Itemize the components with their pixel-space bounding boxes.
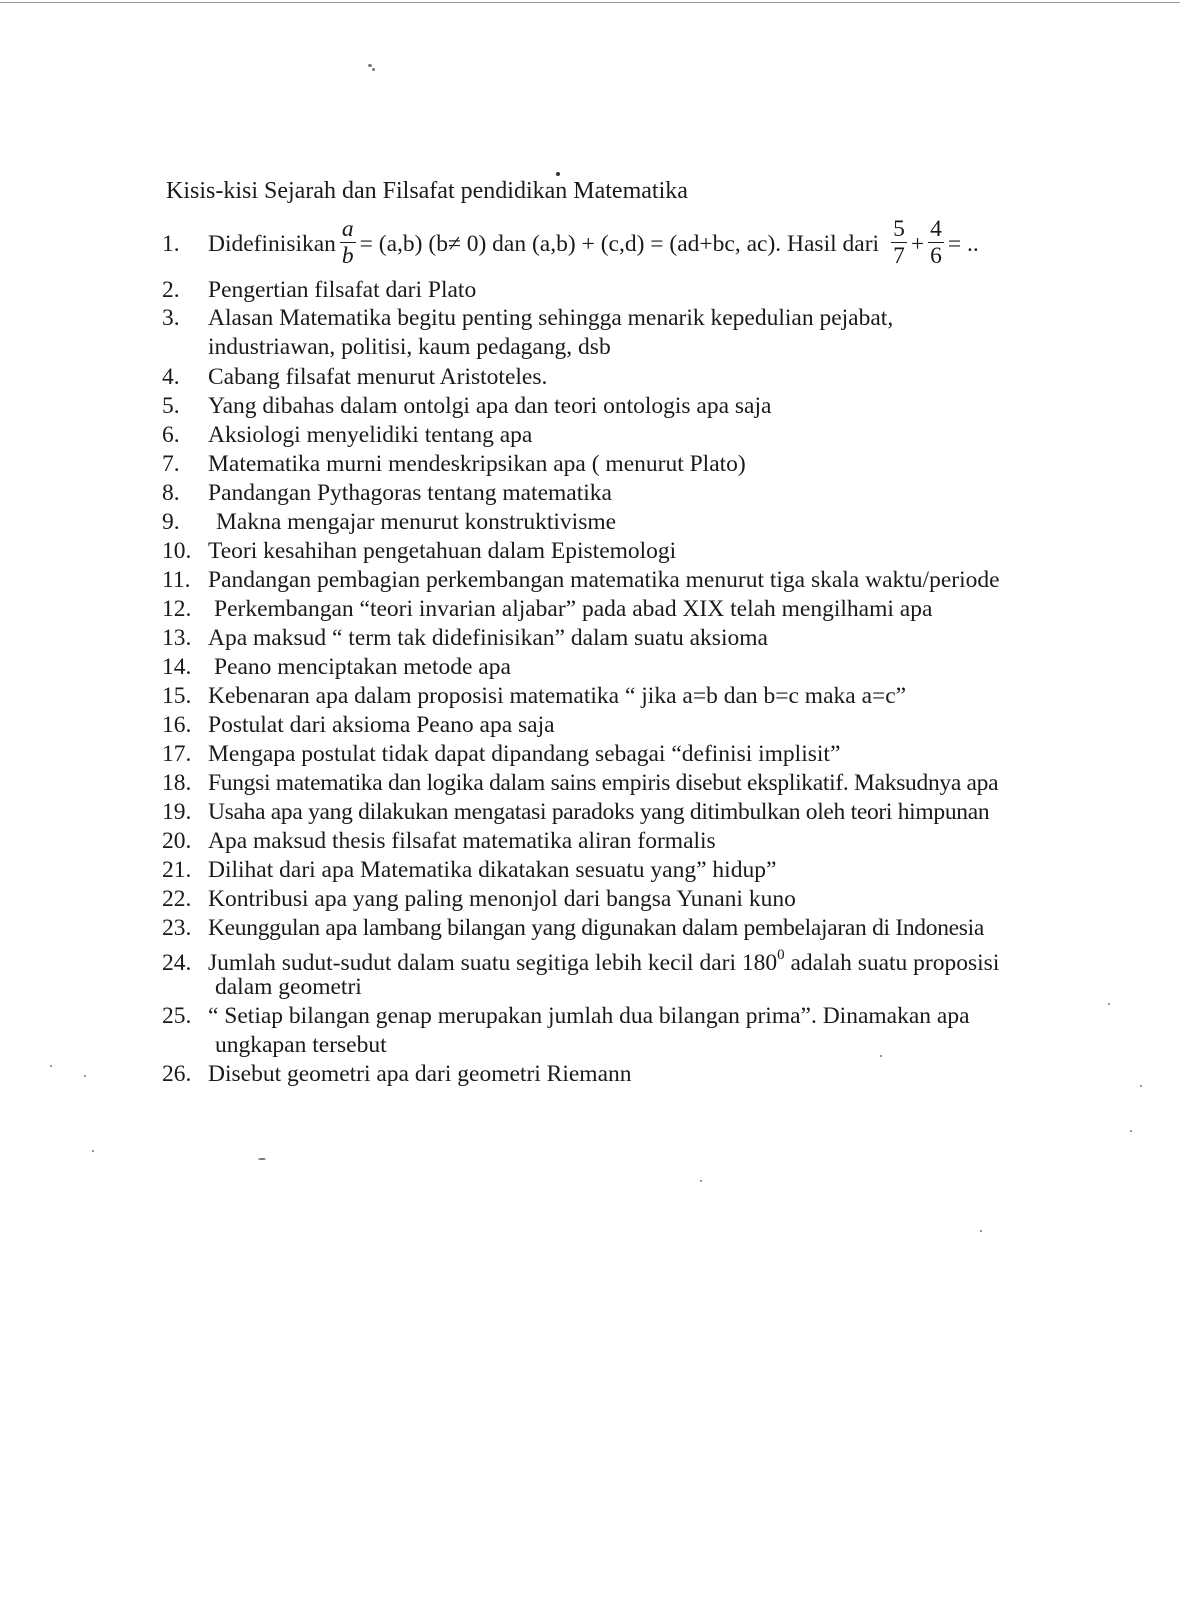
question-17: [162, 740, 840, 768]
question-number: 16.: [162, 712, 192, 738]
question-19: [162, 798, 989, 826]
question-text: “ Setiap bilangan genap merupakan jumlah dua bilangan prima”. Dinamakan apa: [208, 1003, 970, 1029]
question-text: = ..: [947, 230, 979, 257]
question-number: 17.: [162, 741, 192, 767]
question-5: [162, 392, 771, 420]
question-number: 11.: [162, 567, 191, 593]
fraction-denominator: 7: [893, 242, 905, 269]
question-text: Mengapa postulat tidak dapat dipandang sebagai “definisi implisit”: [208, 741, 841, 767]
question-text: Makna mengajar menurut konstruktivisme: [216, 509, 617, 535]
question-text: = (a,b) (b≠ 0) dan (a,b) + (c,d) = (ad+bc, ac). Hasil dari: [359, 230, 880, 257]
question-14: [162, 653, 511, 681]
question-number: 19.: [162, 799, 192, 825]
fraction-denominator: 6: [930, 242, 942, 269]
question-text: Jumlah sudut-sudut dalam suatu segitiga lebih kecil dari 180: [208, 949, 778, 976]
fraction-numerator: a: [341, 215, 354, 242]
question-number: 26.: [162, 1061, 192, 1087]
fraction-5-over-7: [891, 216, 907, 269]
question-number: 24.: [162, 949, 192, 976]
question-number: 6.: [162, 422, 180, 448]
question-13: [162, 624, 768, 652]
question-number: 23.: [162, 915, 192, 941]
question-12: [162, 595, 932, 623]
scan-speck: [50, 1065, 52, 1067]
question-text: Pengertian filsafat dari Plato: [208, 277, 477, 303]
question-number: 18.: [162, 770, 192, 796]
question-text: Perkembangan “teori invarian aljabar” pada abad XIX telah mengilhami apa: [214, 596, 933, 622]
question-number: 8.: [162, 480, 180, 506]
question-number: 15.: [162, 683, 192, 709]
question-number: 14.: [162, 654, 192, 680]
question-11: [162, 566, 1000, 594]
question-15: [162, 682, 906, 710]
question-21: [162, 856, 776, 884]
scan-speck: [880, 1055, 882, 1057]
question-number: 13.: [162, 625, 192, 651]
fraction-numerator: 5: [893, 215, 905, 242]
scan-speck: [980, 1230, 982, 1232]
fraction-a-over-b: [340, 216, 356, 269]
question-18: [162, 769, 998, 797]
question-number: 20.: [162, 828, 192, 854]
question-2: [162, 276, 476, 304]
question-number: 21.: [162, 857, 192, 883]
fraction-numerator: 4: [930, 215, 942, 242]
question-6: [162, 421, 532, 449]
question-text: Dilihat dari apa Matematika dikatakan sesuatu yang” hidup”: [208, 857, 777, 883]
question-24-continuation: dalam geometri: [215, 974, 362, 1000]
question-text: Teori kesahihan pengetahuan dalam Epistemologi: [208, 538, 677, 564]
question-number: 25.: [162, 1003, 192, 1029]
scan-speck: [258, 1158, 266, 1160]
scan-speck: [372, 68, 375, 71]
plus-sign: +: [910, 230, 925, 257]
scan-speck: [1140, 1085, 1142, 1087]
question-number: 4.: [162, 364, 180, 390]
question-number: 22.: [162, 886, 192, 912]
degree-superscript: 0: [777, 947, 785, 963]
question-text: Didefinisikan: [208, 230, 336, 257]
question-10: [162, 537, 676, 565]
question-text: Pandangan pembagian perkembangan matematika menurut tiga skala waktu/periode: [208, 567, 1000, 593]
question-25: [162, 1002, 970, 1030]
question-number: 3.: [162, 305, 180, 331]
question-number: 10.: [162, 538, 192, 564]
question-text: Matematika murni mendeskripsikan apa ( menurut Plato): [208, 451, 746, 477]
question-text: Pandangan Pythagoras tentang matematika: [208, 480, 612, 506]
question-4: [162, 363, 547, 391]
question-text: Fungsi matematika dan logika dalam sains empiris disebut eksplikatif. Maksudnya apa: [208, 770, 999, 796]
question-8: [162, 479, 612, 507]
question-text: Aksiologi menyelidiki tentang apa: [208, 422, 533, 448]
question-20: [162, 827, 716, 855]
question-3: [162, 304, 893, 332]
question-text: Cabang filsafat menurut Aristoteles.: [208, 364, 548, 390]
question-9: [162, 508, 616, 536]
question-text: Apa maksud “ term tak didefinisikan” dalam suatu aksioma: [208, 625, 768, 651]
question-text: Apa maksud thesis filsafat matematika aliran formalis: [208, 828, 716, 854]
question-text: Disebut geometri apa dari geometri Riemann: [208, 1061, 632, 1087]
scan-speck: [92, 1150, 94, 1152]
question-number: 9.: [162, 509, 180, 535]
scan-speck: [700, 1180, 702, 1182]
question-7: [162, 450, 746, 478]
scan-speck: [84, 1075, 86, 1077]
question-text: Postulat dari aksioma Peano apa saja: [208, 712, 555, 738]
question-22: [162, 885, 796, 913]
fraction-denominator: b: [341, 242, 354, 269]
question-16: [162, 711, 555, 739]
question-23: [162, 914, 984, 942]
question-24: [162, 943, 999, 977]
question-number: 1.: [162, 230, 180, 257]
question-text-tail: adalah suatu proposisi: [784, 949, 1000, 976]
question-text: Keunggulan apa lambang bilangan yang digunakan dalam pembelajaran di Indonesia: [208, 915, 984, 941]
question-number: 7.: [162, 451, 180, 477]
question-3-continuation: industriawan, politisi, kaum pedagang, dsb: [208, 334, 611, 360]
page-title: Kisis-kisi Sejarah dan Filsafat pendidikan Matematika: [166, 178, 688, 204]
scan-speck: [1130, 1130, 1132, 1132]
fraction-4-over-6: [928, 216, 944, 269]
scan-speck: [368, 64, 372, 67]
question-text: Kontribusi apa yang paling menonjol dari bangsa Yunani kuno: [208, 886, 796, 912]
question-text: Kebenaran apa dalam proposisi matematika “ jika a=b dan b=c maka a=c”: [208, 683, 907, 709]
question-number: 2.: [162, 277, 180, 303]
question-number: 12.: [162, 596, 192, 622]
question-text: Usaha apa yang dilakukan mengatasi paradoks yang ditimbulkan oleh teori himpunan: [208, 799, 990, 825]
question-text: Yang dibahas dalam ontolgi apa dan teori ontologis apa saja: [208, 393, 772, 419]
question-text: Alasan Matematika begitu penting sehingga menarik kepedulian pejabat,: [208, 305, 894, 331]
question-26: [162, 1060, 632, 1088]
question-25-continuation: ungkapan tersebut: [215, 1032, 387, 1058]
scan-top-edge: [0, 2, 1180, 3]
question-1: [162, 214, 979, 274]
scan-speck: [1108, 1003, 1110, 1005]
question-number: 5.: [162, 393, 180, 419]
question-text: Peano menciptakan metode apa: [214, 654, 511, 680]
